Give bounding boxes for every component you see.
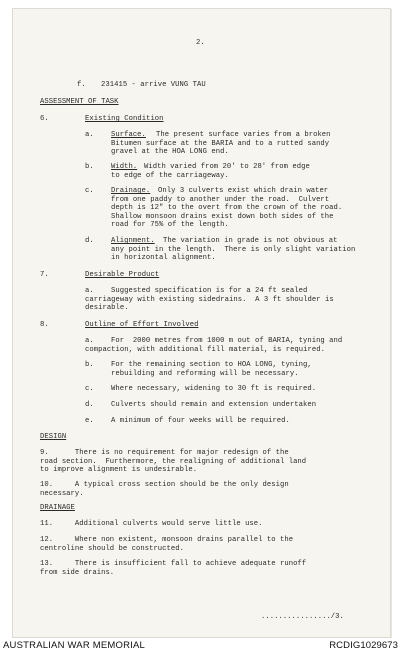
item-8b-line: rebuilding and reforming will be necessary.	[111, 369, 299, 378]
item-6d-line: The variation in grade is not obvious at	[163, 237, 338, 245]
paragraph-9-line: to improve alignment is undesirable.	[40, 466, 198, 475]
continuation-marker: ................/3.	[261, 613, 344, 621]
item-6c-line: Only 3 culverts exist which drain water	[158, 187, 329, 195]
item-6a-line: Bitumen surface at the BARIA and to a rutted sandy	[111, 139, 330, 148]
heading-assessment: ASSESSMENT OF TASK	[40, 98, 119, 106]
arrival-text: 231415 - arrive VUNG TAU	[101, 81, 206, 89]
item-6a-label: a.	[85, 131, 94, 139]
item-8c-label: c.	[85, 385, 94, 393]
heading-design: DESIGN	[40, 433, 67, 441]
item-6c-line: from one paddy to another under the road. Culvert	[111, 195, 330, 204]
item-6c-label: c.	[85, 187, 94, 195]
item-6d-title: Alignment.	[111, 237, 155, 245]
page-number: 2.	[196, 39, 205, 47]
item-7a-line: desirable.	[85, 304, 129, 313]
item-8d-label: d.	[85, 401, 94, 409]
paragraph-12-line: 12. Where non existent, monsoon drains parallel to the	[40, 536, 294, 544]
section-8-number: 8.	[40, 321, 49, 329]
item-6d-line: in horizontal alignment.	[111, 254, 216, 263]
item-8a-label: a.	[85, 337, 94, 345]
item-6c-line: depth is 12" to the overt from the crown of the road.	[111, 204, 343, 213]
section-8-title: Outline of Effort Involved	[85, 321, 199, 329]
paragraph-10-line: necessary.	[40, 489, 84, 498]
item-6c-line: Shallow monsoon drains exist down both sides of the	[111, 212, 334, 221]
item-8a-line: compaction, with additional fill material, is required.	[85, 345, 325, 354]
section-7-number: 7.	[40, 271, 49, 279]
item-6d-label: d.	[85, 237, 94, 245]
item-8e-line: A minimum of four weeks will be required.	[111, 417, 290, 425]
item-8d-line: Culverts should remain and extension undertaken	[111, 401, 317, 409]
heading-drainage: DRAINAGE	[40, 504, 75, 512]
item-6b-line: to edge of the carriageway.	[111, 171, 229, 180]
item-8e-label: e.	[85, 417, 94, 425]
paragraph-9-line: road section. Furthermore, the realigning of additional land	[40, 457, 307, 466]
item-6c-title: Drainage.	[111, 187, 151, 195]
paragraph-10-line: 10. A typical cross section should be the only design	[40, 481, 289, 489]
archive-footer	[0, 638, 401, 654]
item-6b-label: b.	[85, 163, 94, 171]
document-page	[12, 8, 391, 638]
item-8b-label: b.	[85, 361, 94, 369]
paragraph-11-line: 11. Additional culverts would serve little use.	[40, 520, 263, 528]
item-8a-line: For 2000 metres from 1000 m out of BARIA, tyning and	[111, 337, 343, 345]
item-6d-line: any point in the length. There is only slight variation	[111, 245, 356, 254]
item-8b-line: For the remaining section to HOA LONG, tyning,	[111, 361, 312, 369]
paragraph-9-line: 9. There is no requirement for major redesign of the	[40, 449, 289, 457]
item-6a-line: The present surface varies from a broken	[156, 131, 331, 139]
footer-reference: RCDIG1029673	[329, 640, 398, 651]
footer-source: AUSTRALIAN WAR MEMORIAL	[3, 640, 146, 651]
item-6a-title: Surface.	[111, 131, 146, 139]
item-6c-line: road for 75% of the length.	[111, 221, 229, 230]
paragraph-13-line: 13. There is insufficient fall to achieve adequate runoff	[40, 560, 307, 568]
arrival-label: f.	[77, 81, 86, 89]
item-6b-line: Width varied from 20' to 28' from edge	[144, 163, 310, 171]
item-8c-line: Where necessary, widening to 30 ft is required.	[111, 385, 317, 393]
section-7-title: Desirable Product	[85, 271, 160, 279]
section-6-number: 6.	[40, 115, 49, 123]
paragraph-12-line: centroline should be constructed.	[40, 544, 184, 553]
item-6b-title: Width.	[111, 163, 138, 171]
item-6a-line: gravel at the HOA LONG end.	[111, 148, 229, 157]
item-7a-line: carriageway with existing sidedrains. A 3 ft shoulder is	[85, 295, 334, 304]
item-7a-line: Suggested specification is for a 24 ft sealed	[111, 287, 308, 295]
item-7a-label: a.	[85, 287, 94, 295]
paragraph-13-line: from side drains.	[40, 568, 115, 577]
section-6-title: Existing Condition	[85, 115, 164, 123]
